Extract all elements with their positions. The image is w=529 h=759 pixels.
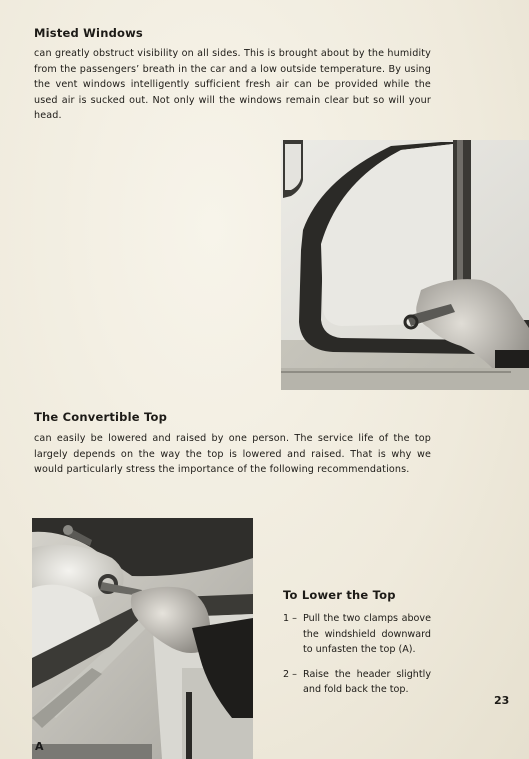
step-item xyxy=(283,667,431,698)
photo-label-a: A xyxy=(35,740,44,753)
convertible-top-paragraph: can easily be lowered and raised by one person. The service life of the top largely depends on the way the top is lowered and raised. That is why we would particularly stress the importance of the following recommendations. xyxy=(34,433,431,476)
step-number: 2 – xyxy=(283,668,297,680)
misted-windows-heading: Misted Windows xyxy=(34,26,143,40)
vent-window-photo xyxy=(281,140,529,390)
step-text: Pull the two clamps above the windshield downward to unfasten the top (A). xyxy=(303,613,431,656)
step-number: 1 – xyxy=(283,613,297,624)
lower-top-steps xyxy=(283,611,431,707)
page-number: 23 xyxy=(494,694,510,707)
misted-windows-paragraph: can greatly obstruct visibility on all sides. This is brought about by the humidity from the passengers’ breath in the car and a low outside temperature. By using the vent windows intelligently sufficient fresh air can be provided while the used air is sucked out. Not only will the windows remain clear but so will your head. xyxy=(34,48,431,122)
step-item xyxy=(283,611,431,658)
roof-clamp-photo xyxy=(32,518,253,759)
convertible-top-heading: The Convertible Top xyxy=(34,410,167,424)
step-text: Raise the header slightly and fold back the top. xyxy=(303,668,431,696)
lower-top-heading: To Lower the Top xyxy=(283,588,396,602)
